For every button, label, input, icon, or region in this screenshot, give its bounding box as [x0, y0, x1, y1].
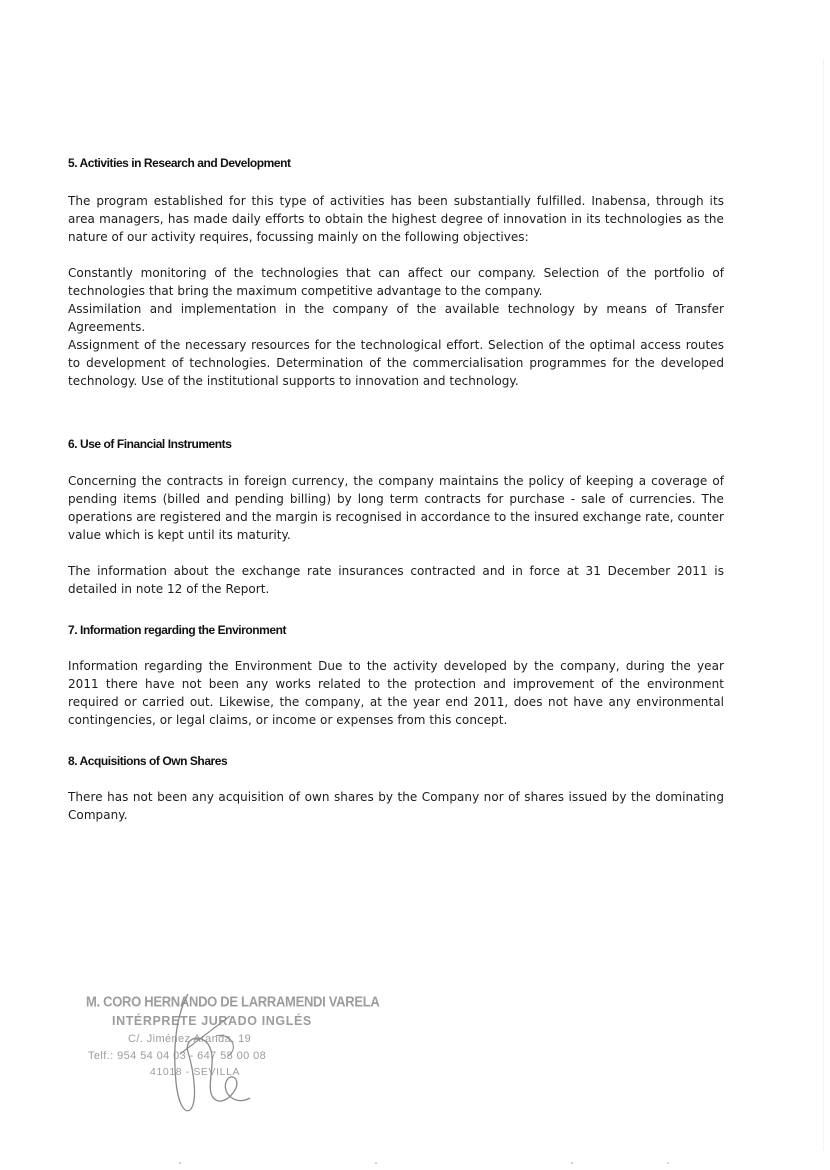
scan-edge: [803, 60, 824, 1150]
stamp-city: 41018 - SEVILLA: [150, 1066, 241, 1078]
translator-stamp: [80, 992, 380, 1122]
paragraph: Information regarding the Environment Due to the activity developed by the company, during the year 2011 there have not been any works related to the protection and improvement of the environment required or carried out. Likewise, the company, at the year end 2011, does not have any environmental contingencies, or legal claims, or income or expenses from this concept.: [68, 659, 724, 727]
paragraph: There has not been any acquisition of own shares by the Company nor of shares issued by the dominating Company.: [68, 790, 724, 822]
paragraph: Constantly monitoring of the technologies that can affect our company. Selection of the portfolio of technologies that bring the maximum competitive advantage to the company.: [68, 266, 724, 298]
section-financial-instruments: [68, 437, 724, 598]
section-heading: 7. Information regarding the Environment: [68, 623, 287, 637]
stamp-name: M. CORO HERNANDO DE LARRAMENDI VARELA: [86, 992, 380, 1011]
scan-dots: [0, 1160, 830, 1166]
paragraph: The program established for this type of activities has been substantially fulfilled. Inabensa, through its area managers, has made daily efforts to obtain the highest degree of innovation in its technologies as the nature of our activity requires, focussing mainly on the following objectives:: [68, 194, 724, 244]
section-research-development: [68, 156, 724, 390]
paragraph: Assimilation and implementation in the company of the available technology by means of Transfer Agreements.: [68, 302, 724, 334]
stamp-phone: Telf.: 954 54 04 03 - 647 58 00 08: [88, 1050, 267, 1062]
section-heading: 6. Use of Financial Instruments: [68, 437, 232, 451]
paragraph: Assignment of the necessary resources for the technological effort. Selection of the optimal access routes to development of technologies. Determination of the commercialisation programmes for the developed technology. Use of the institutional supports to innovation and technology.: [68, 338, 724, 388]
signature-icon: [80, 992, 340, 1122]
section-environment: [68, 623, 724, 729]
paragraph: Concerning the contracts in foreign currency, the company maintains the policy of keeping a coverage of pending items (billed and pending billing) by long term contracts for purchase - sale of currencies. The operations are registered and the margin is recognised in accordance to the insured exchange rate, counter value which is kept until its maturity.: [68, 474, 724, 542]
section-heading: 8. Acquisitions of Own Shares: [68, 754, 228, 768]
section-heading: 5. Activities in Research and Development: [68, 156, 291, 170]
paragraph: The information about the exchange rate insurances contracted and in force at 31 December 2011 is detailed in note 12 of the Report.: [68, 564, 724, 596]
stamp-title: INTÉRPRETE JURADO INGLÉS: [112, 1014, 312, 1028]
section-own-shares: [68, 754, 724, 824]
stamp-address: C/. Jiménez Aranda, 19: [128, 1033, 252, 1045]
